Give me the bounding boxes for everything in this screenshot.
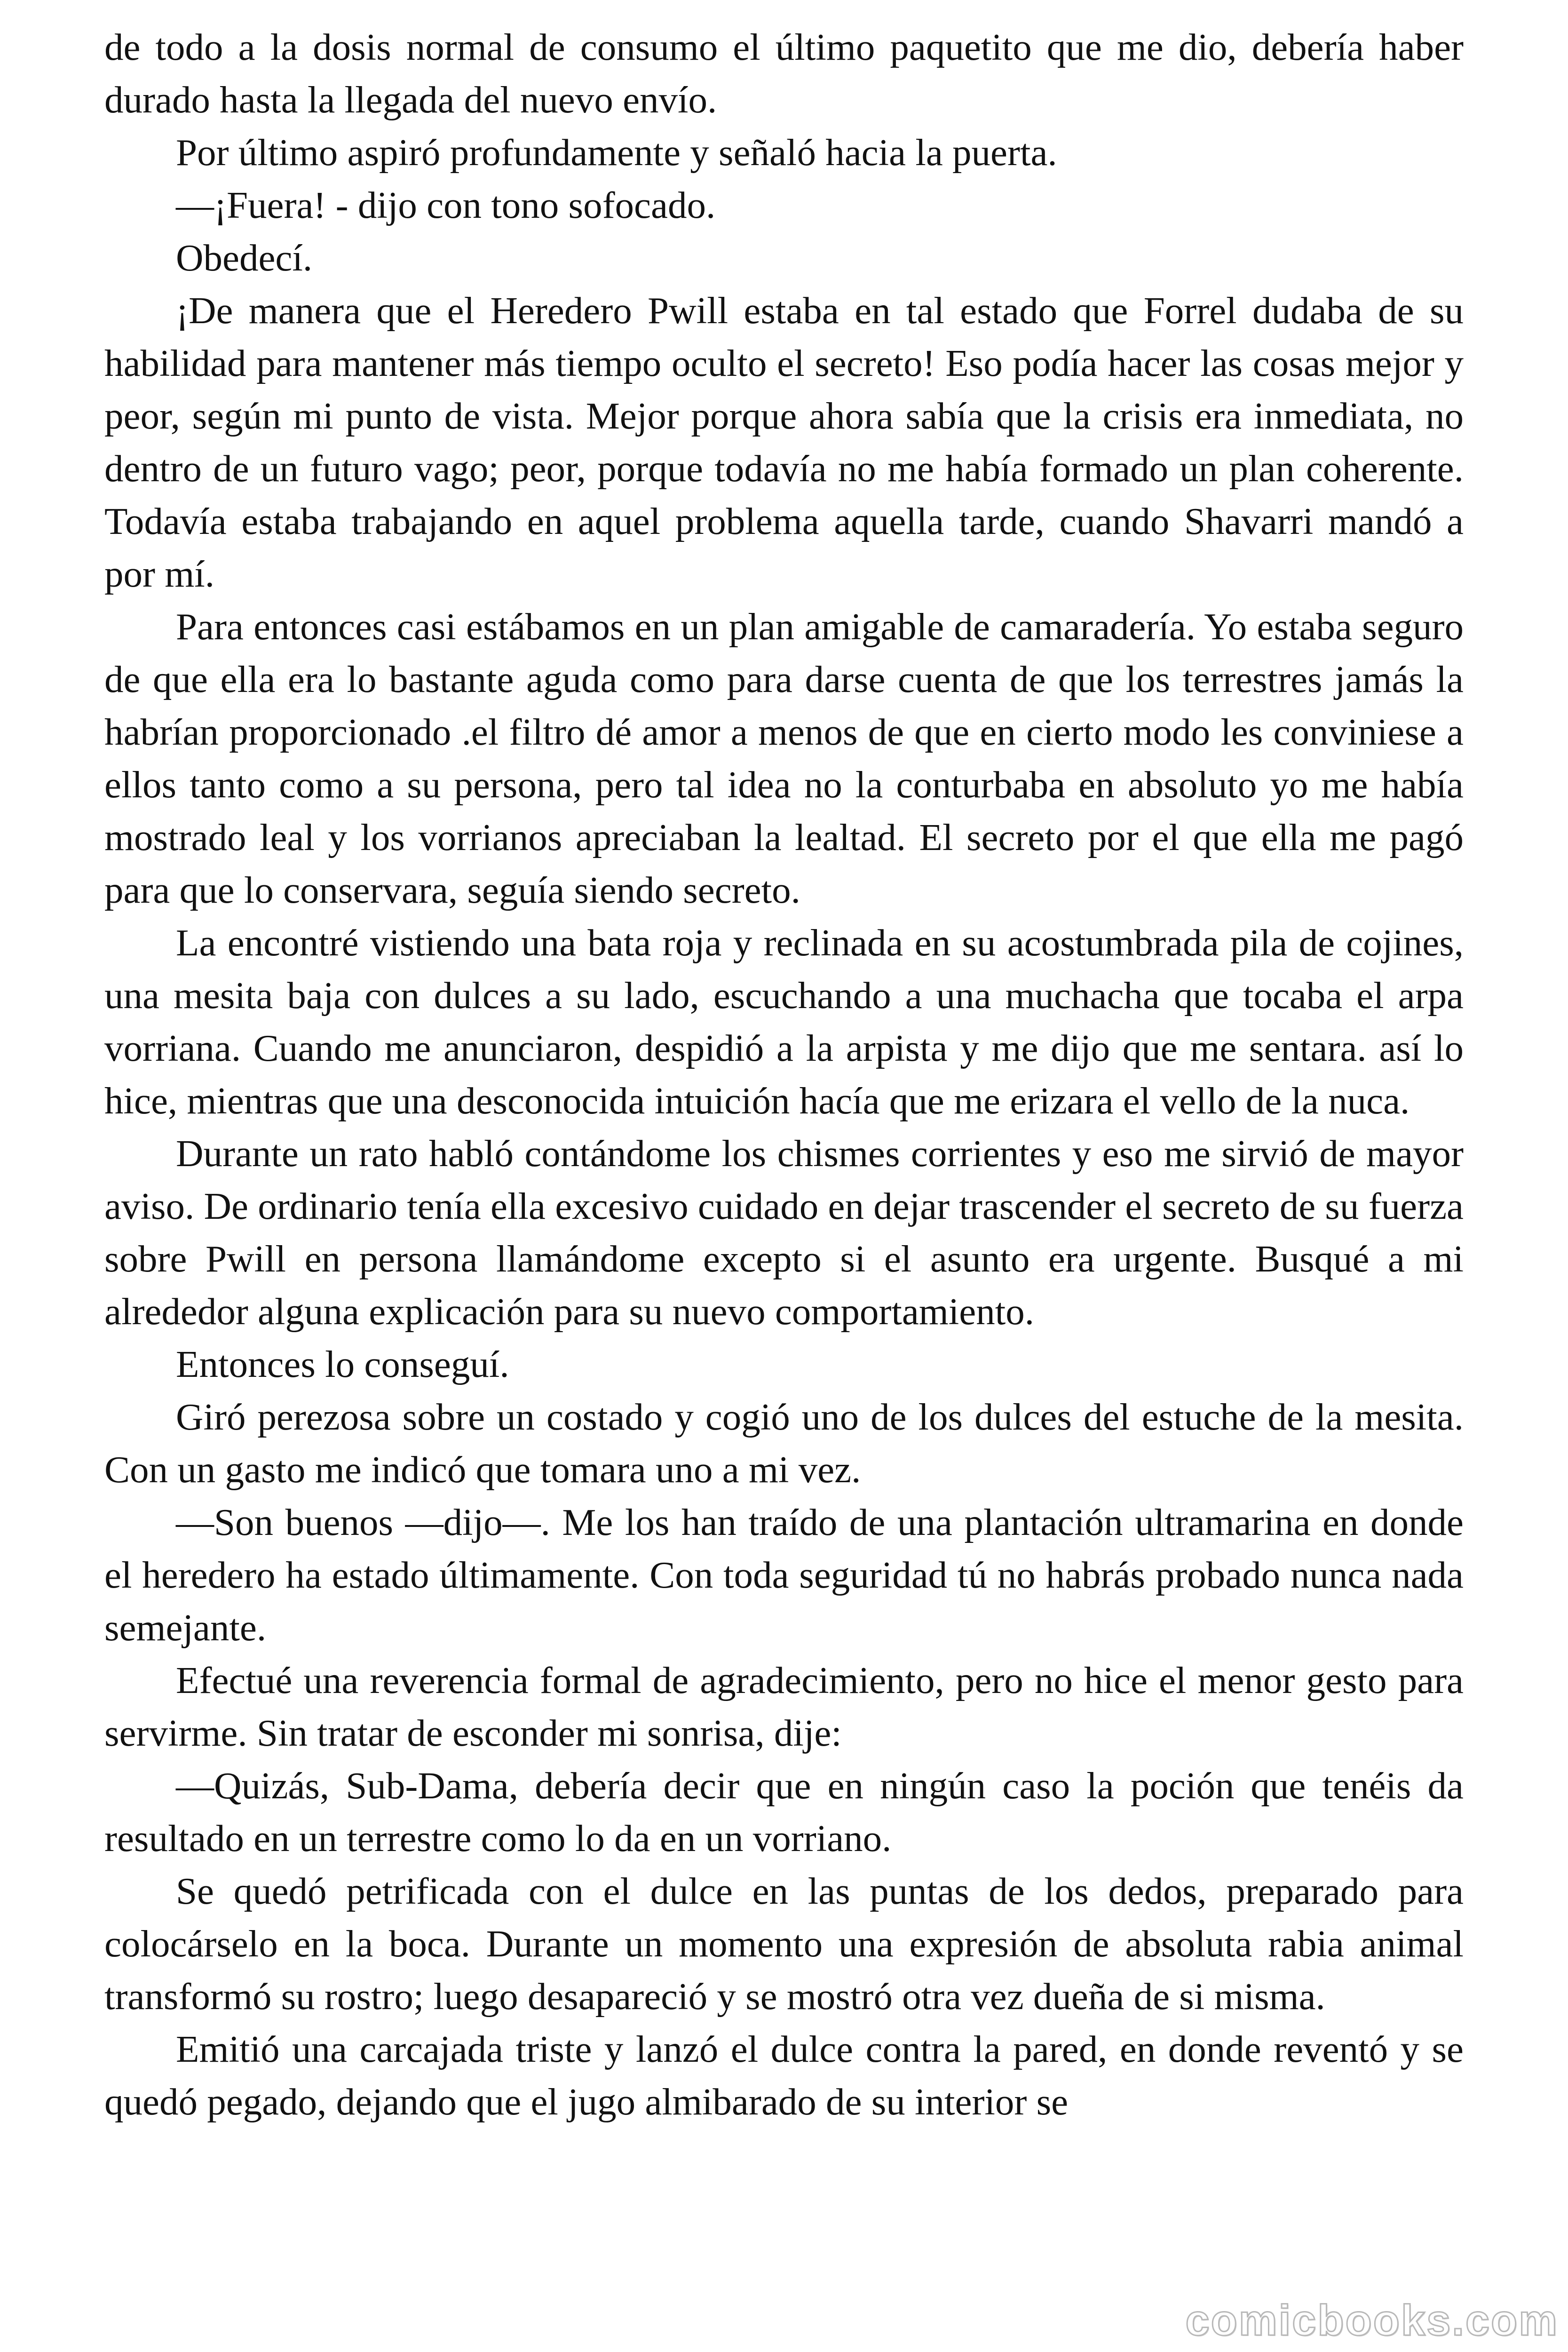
paragraph: Obedecí. xyxy=(176,237,313,279)
watermark: comicbooks.com xyxy=(1185,2296,1559,2344)
paragraph: —Quizás, Sub-Dama, debería decir que en ningún caso la poción que tenéis da resultado en un terrestre como lo da en un vorriano. xyxy=(104,1764,1464,1859)
paragraph: —¡Fuera! - dijo con tono sofocado. xyxy=(176,184,716,226)
paragraph: Por último aspiró profundamente y señaló hacia la puerta. xyxy=(176,131,1057,174)
page-text xyxy=(104,21,1464,2128)
paragraph: Giró perezosa sobre un costado y cogió uno de los dulces del estuche de la mesita. Con un gasto me indicó que tomara uno a mi vez. xyxy=(104,1396,1464,1491)
paragraph: —Son buenos —dijo—. Me los han traído de una plantación ultramarina en donde el heredero ha estado últimamente. Con toda seguridad tú no habrás probado nunca nada semejante. xyxy=(104,1501,1464,1649)
paragraph: ¡De manera que el Heredero Pwill estaba en tal estado que Forrel dudaba de su habilidad para mantener más tiempo oculto el secreto! Eso podía hacer las cosas mejor y peor, según mi punto de vista. Mejor porque ahora sabía que la crisis era inmediata, no dentro de un futuro vago; peor, porque todavía no me había formado un plan coherente. Todavía estaba trabajando en aquel problema aquella tarde, cuando Shavarri mandó a por mí. xyxy=(104,289,1464,595)
paragraph: de todo a la dosis normal de consumo el último paquetito que me dio, debería haber durado hasta la llegada del nuevo envío. xyxy=(104,26,1464,121)
paragraph: Efectué una reverencia formal de agradecimiento, pero no hice el menor gesto para servirme. Sin tratar de esconder mi sonrisa, dije: xyxy=(104,1659,1464,1754)
paragraph: Para entonces casi estábamos en un plan amigable de camaradería. Yo estaba seguro de que ella era lo bastante aguda como para darse cuenta de que los terrestres jamás la habrían proporcionado .el filtro dé amor a menos de que en cierto modo les conviniese a ellos tanto como a su persona, pero tal idea no la conturbaba en absoluto yo me había mostrado leal y los vorrianos apreciaban la lealtad. El secreto por el que ella me pagó para que lo conservara, seguía siendo secreto. xyxy=(104,605,1464,911)
paragraph: La encontré vistiendo una bata roja y reclinada en su acostumbrada pila de cojines, una mesita baja con dulces a su lado, escuchando a una muchacha que tocaba el arpa vorriana. Cuando me anunciaron, despidió a la arpista y me dijo que me sentara. así lo hice, mientras que una desconocida intuición hacía que me erizara el vello de la nuca. xyxy=(104,922,1464,1122)
paragraph: Se quedó petrificada con el dulce en las puntas de los dedos, preparado para colocárselo en la boca. Durante un momento una expresión de absoluta rabia animal transformó su rostro; luego desapareció y se mostró otra vez dueña de si misma. xyxy=(104,1870,1464,2018)
paragraph: Durante un rato habló contándome los chismes corrientes y eso me sirvió de mayor aviso. De ordinario tenía ella excesivo cuidado en dejar trascender el secreto de su fuerza sobre Pwill en persona llamándome excepto si el asunto era urgente. Busqué a mi alrededor alguna explicación para su nuevo comportamiento. xyxy=(104,1132,1464,1333)
paragraph: Emitió una carcajada triste y lanzó el dulce contra la pared, en donde reventó y se quedó pegado, dejando que el jugo almibarado de su interior se xyxy=(104,2028,1464,2123)
paragraph: Entonces lo conseguí. xyxy=(176,1343,509,1385)
